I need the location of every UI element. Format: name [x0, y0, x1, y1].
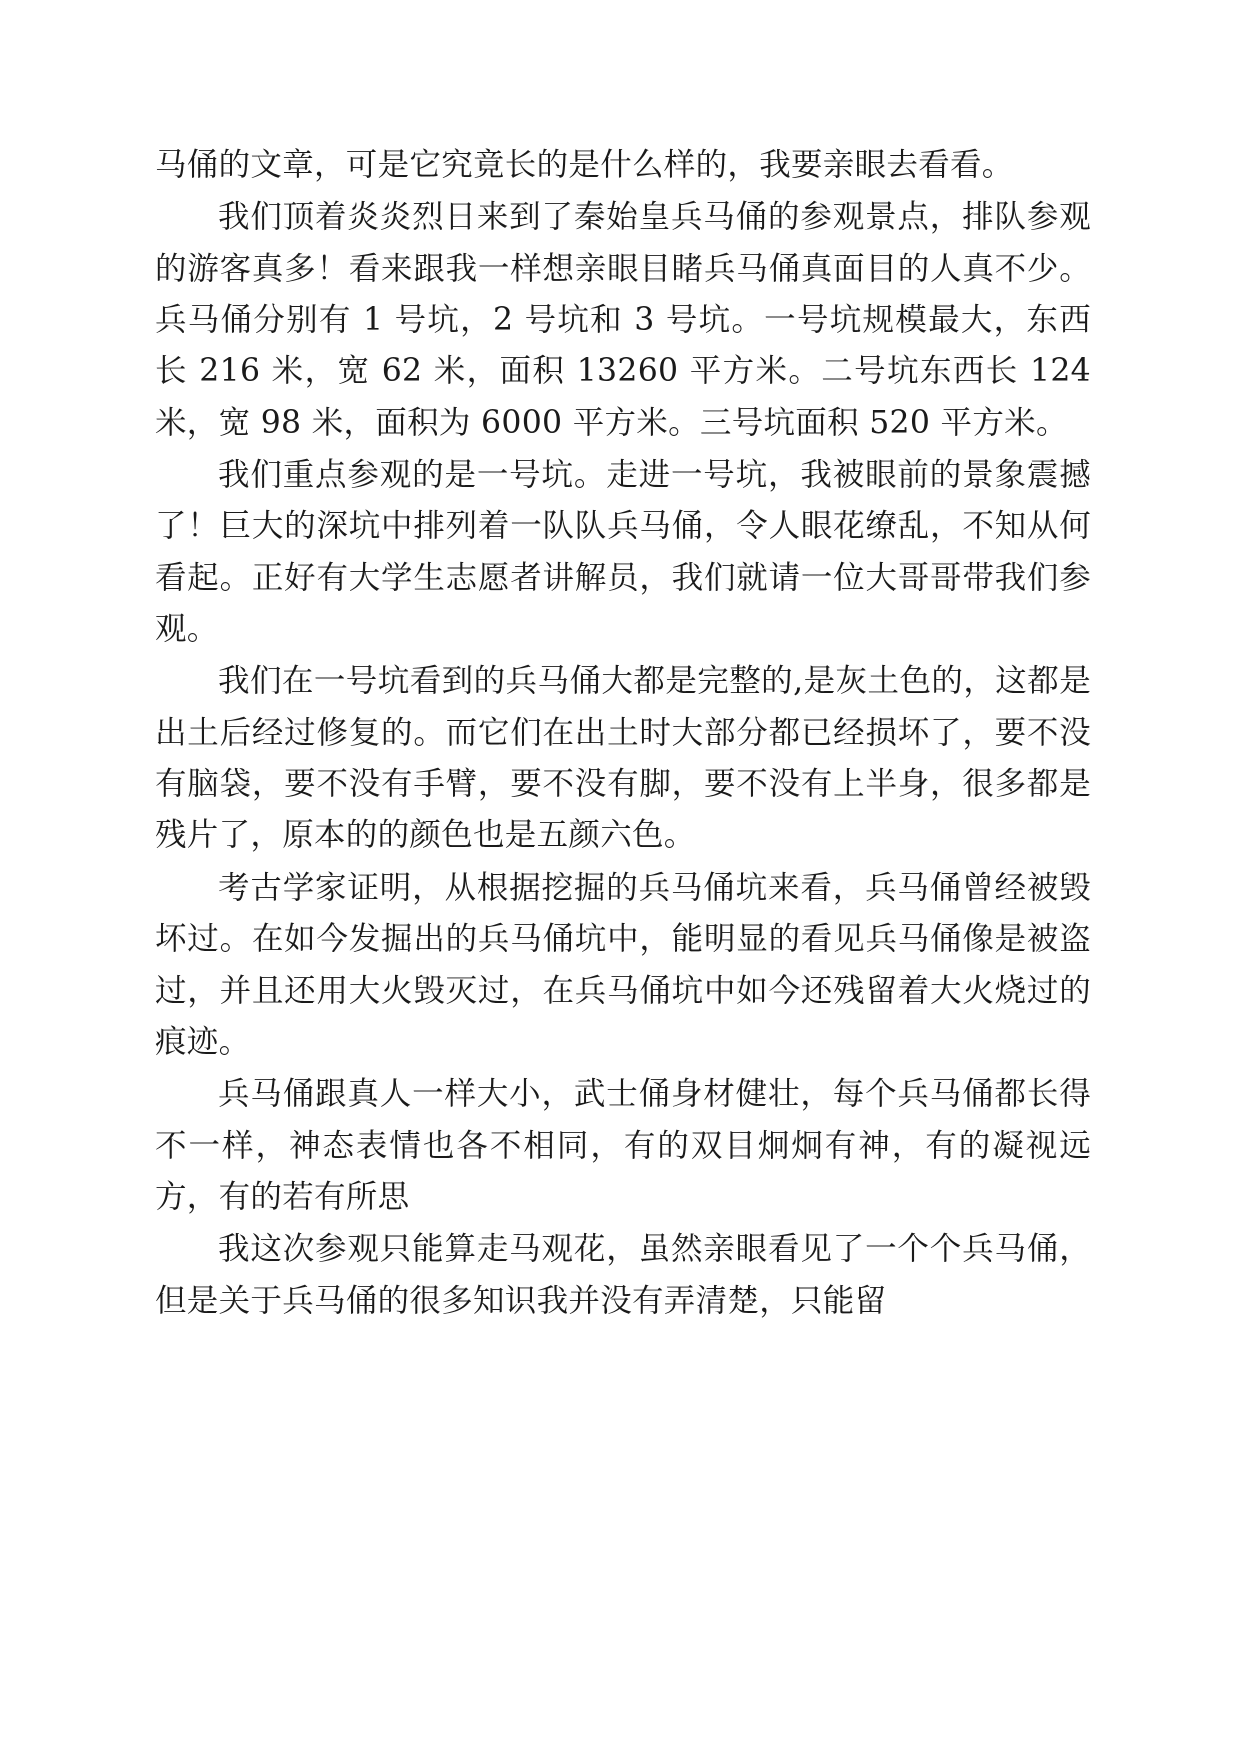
- paragraph-archaeology: 考古学家证明，从根据挖掘的兵马俑坑来看，兵马俑曾经被毁坏过。在如今发掘出的兵马俑坑中，能明显的看见兵马俑像是被盗过，并且还用大火毁灭过，在兵马俑坑中如今还残留着大火烧过的痕迹。: [155, 869, 1091, 1060]
- paragraph-visit-site: 我们顶着炎炎烈日来到了秦始皇兵马俑的参观景点，排队参观的游客真多！看来跟我一样想亲眼目睹兵马俑真面目的人真不少。兵马俑分别有 1 号坑，2 号坑和 3 号坑。一号坑规模最大，东西长 216 米，宽 62 米，面积 13260 平方米。二号坑东西长 124 米，宽 98 米，面积为 6000 平方米。三号坑面积 520 平方米。: [155, 199, 1091, 441]
- paragraph-restoration: 我们在一号坑看到的兵马俑大都是完整的,是灰土色的，这都是出土后经过修复的。而它们在出土时大部分都已经损坏了，要不没有脑袋，要不没有手臂，要不没有脚，要不没有上半身，很多都是残片了，原本的的颜色也是五颜六色。: [155, 663, 1091, 854]
- paragraph-continued: 马俑的文章，可是它究竟长的是什么样的，我要亲眼去看看。: [155, 147, 1014, 183]
- paragraph-pit-one: 我们重点参观的是一号坑。走进一号坑，我被眼前的景象震撼了！巨大的深坑中排列着一队队兵马俑，令人眼花缭乱，不知从何看起。正好有大学生志愿者讲解员，我们就请一位大哥哥带我们参观。: [155, 457, 1091, 648]
- paragraph-appearance: 兵马俑跟真人一样大小，武士俑身材健壮，每个兵马俑都长得不一样，神态表情也各不相同，有的双目炯炯有神，有的凝视远方，有的若有所思: [155, 1076, 1091, 1215]
- document-body: [155, 140, 1091, 1327]
- paragraph-conclusion: 我这次参观只能算走马观花，虽然亲眼看见了一个个兵马俑，但是关于兵马俑的很多知识我并没有弄清楚，只能留: [155, 1231, 1091, 1319]
